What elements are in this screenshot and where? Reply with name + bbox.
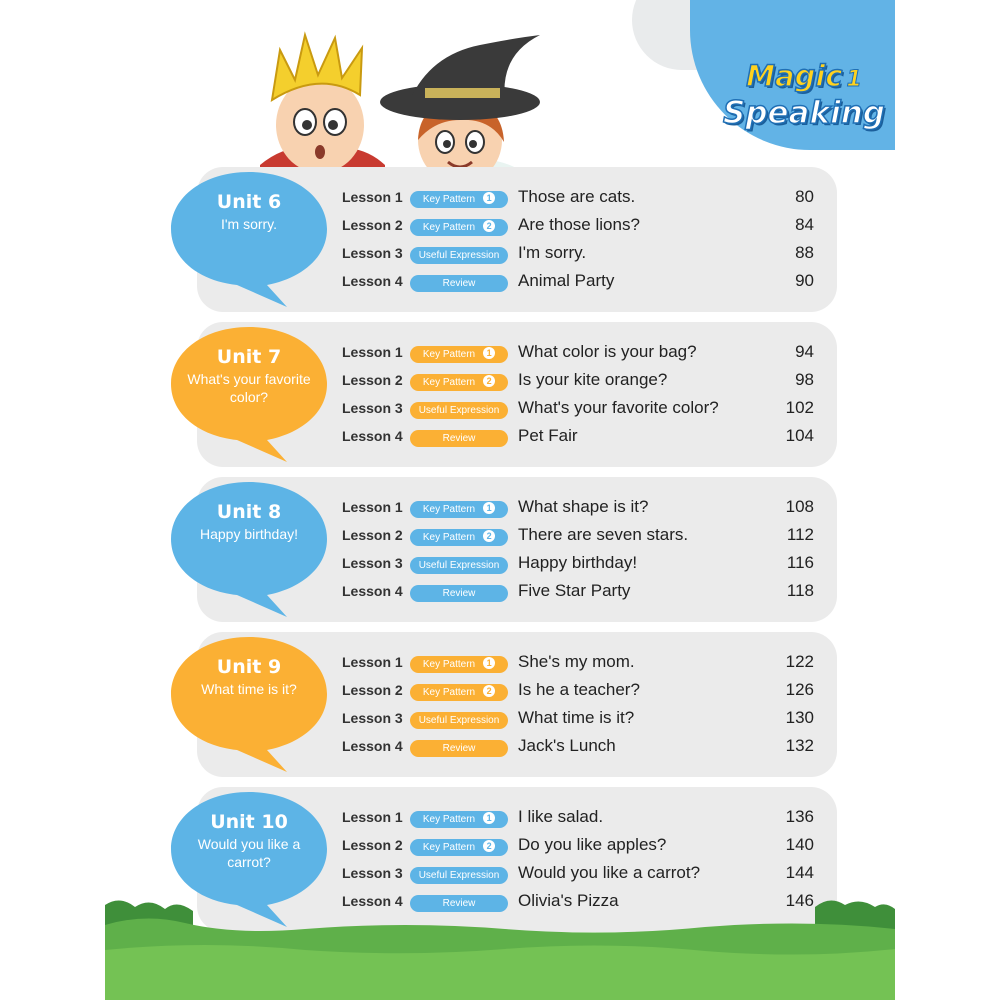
lesson-row[interactable] [342, 368, 822, 396]
page-number: 112 [786, 525, 814, 544]
tag-number: 1 [483, 657, 495, 669]
lesson-tag [410, 501, 508, 518]
lesson-row[interactable] [342, 551, 822, 579]
lesson-label: Lesson 1 [342, 499, 403, 515]
unit-subtitle: What's your favorite color? [187, 371, 311, 405]
lesson-title: There are seven stars. [518, 525, 689, 544]
lesson-label: Lesson 4 [342, 738, 403, 754]
page-number: 122 [785, 652, 814, 671]
lesson-label: Lesson 1 [342, 344, 403, 360]
lesson-title: What time is it? [518, 708, 635, 727]
speech-bubble-shape [169, 632, 329, 772]
lesson-label: Lesson 2 [342, 682, 403, 698]
lesson-title: She's my mom. [518, 652, 635, 671]
lesson-label: Lesson 3 [342, 245, 403, 261]
lesson-row[interactable] [342, 706, 822, 734]
page-number: 88 [795, 243, 814, 262]
tag-number: 2 [483, 375, 495, 387]
tag-label: Key Pattern [422, 504, 476, 515]
lesson-title: Pet Fair [518, 426, 578, 445]
lesson-title: Is he a teacher? [518, 680, 640, 699]
lesson-row[interactable] [342, 424, 822, 452]
lesson-label: Lesson 4 [342, 583, 403, 599]
tag-label: Useful Expression [418, 250, 500, 261]
lesson-row[interactable] [342, 185, 822, 213]
page-number: 108 [785, 497, 814, 516]
lesson-title: Do you like apples? [518, 835, 667, 854]
lesson-row[interactable] [342, 678, 822, 706]
tag-label: Key Pattern [422, 814, 476, 825]
lesson-label: Lesson 1 [342, 189, 403, 205]
logo-speaking: Speaking [723, 95, 885, 131]
lesson-label: Lesson 2 [342, 372, 403, 388]
lesson-label: Lesson 2 [342, 837, 403, 853]
unit-bubble [169, 167, 329, 307]
lesson-title: I like salad. [518, 807, 604, 826]
lesson-row[interactable] [342, 241, 822, 269]
page-number: 146 [785, 891, 814, 910]
lesson-title: I'm sorry. [518, 243, 587, 262]
tag-label: Key Pattern [422, 222, 476, 233]
unit-title: Unit 6 [216, 191, 282, 213]
unit-7-card [187, 322, 837, 467]
lesson-label: Lesson 4 [342, 273, 403, 289]
lesson-row[interactable] [342, 805, 822, 833]
tag-label: Key Pattern [422, 194, 476, 205]
lesson-label: Lesson 2 [342, 527, 403, 543]
page-number: 98 [795, 370, 814, 389]
lesson-tag [410, 374, 508, 391]
lesson-list [342, 495, 822, 607]
page-number: 136 [785, 807, 814, 826]
lesson-tag [410, 811, 508, 828]
unit-title: Unit 7 [216, 346, 282, 368]
lesson-list [342, 650, 822, 762]
lesson-tag [410, 740, 508, 757]
lesson-title: Is your kite orange? [518, 370, 668, 389]
contents-page [105, 0, 895, 1000]
page-number: 90 [795, 271, 814, 290]
unit-subtitle: Would you like a carrot? [197, 836, 301, 870]
logo-number: 1 [846, 67, 862, 92]
lesson-label: Lesson 3 [342, 555, 403, 571]
lesson-tag [410, 219, 508, 236]
lesson-title: What color is your bag? [518, 342, 697, 361]
page-number: 140 [785, 835, 814, 854]
tag-label: Key Pattern [422, 532, 476, 543]
lesson-label: Lesson 3 [342, 710, 403, 726]
page-number: 84 [795, 215, 814, 234]
lesson-row[interactable] [342, 396, 822, 424]
unit-subtitle: What time is it? [201, 681, 297, 697]
lesson-tag [410, 430, 508, 447]
lesson-title: What shape is it? [518, 497, 649, 516]
tag-label: Useful Expression [418, 715, 500, 726]
lesson-label: Lesson 3 [342, 865, 403, 881]
unit-6-card [197, 167, 837, 312]
lesson-list [342, 340, 822, 452]
lesson-tag [410, 346, 508, 363]
lesson-title: Animal Party [518, 271, 615, 290]
unit-subtitle: I'm sorry. [220, 216, 278, 232]
lesson-label: Lesson 3 [342, 400, 403, 416]
tag-label: Key Pattern [422, 687, 476, 698]
unit-bubble [169, 477, 329, 617]
tag-label: Key Pattern [422, 842, 476, 853]
lesson-label: Lesson 1 [342, 654, 403, 670]
tag-number: 2 [483, 530, 495, 542]
tag-label: Review [442, 743, 476, 754]
grass-decoration [105, 895, 895, 1000]
tag-number: 2 [483, 220, 495, 232]
lesson-title: Are those lions? [518, 215, 640, 234]
page-number: 102 [785, 398, 814, 417]
lesson-row[interactable] [342, 340, 822, 368]
lesson-row[interactable] [342, 650, 822, 678]
lesson-title: Those are cats. [518, 187, 636, 206]
unit-title: Unit 8 [216, 501, 282, 523]
lesson-tag [410, 712, 508, 729]
tag-label: Useful Expression [418, 870, 500, 881]
lesson-tag [410, 839, 508, 856]
lesson-title: What's your favorite color? [518, 398, 719, 417]
tag-label: Key Pattern [422, 377, 476, 388]
lesson-tag [410, 402, 508, 419]
lesson-title: Jack's Lunch [518, 736, 616, 755]
logo-magic: Magic [746, 59, 843, 93]
unit-bubble [169, 632, 329, 772]
tag-label: Review [442, 433, 476, 444]
lesson-row[interactable] [342, 213, 822, 241]
unit-bubble [169, 322, 329, 462]
lesson-tag [410, 557, 508, 574]
page-number: 130 [785, 708, 814, 727]
page-number: 144 [785, 863, 814, 882]
lesson-label: Lesson 4 [342, 893, 403, 909]
lesson-tag [410, 529, 508, 546]
tag-number: 1 [483, 812, 495, 824]
lesson-title: Five Star Party [518, 581, 631, 600]
lesson-label: Lesson 2 [342, 217, 403, 233]
speech-bubble-shape [169, 167, 329, 307]
lesson-label: Lesson 4 [342, 428, 403, 444]
lesson-tag [410, 247, 508, 264]
page-number: 126 [785, 680, 814, 699]
page-number: 104 [785, 426, 814, 445]
book-logo [719, 60, 889, 134]
speech-bubble-shape [169, 477, 329, 617]
tag-number: 2 [483, 685, 495, 697]
tag-number: 2 [483, 840, 495, 852]
lesson-row[interactable] [342, 523, 822, 551]
lesson-title: Happy birthday! [518, 553, 638, 572]
lesson-tag [410, 656, 508, 673]
lesson-tag [410, 275, 508, 292]
lesson-row[interactable] [342, 833, 822, 861]
lesson-row[interactable] [342, 269, 822, 297]
unit-title: Unit 10 [210, 811, 288, 833]
unit-9-card [197, 632, 837, 777]
lesson-row[interactable] [342, 861, 822, 889]
unit-subtitle: Happy birthday! [199, 526, 299, 542]
lesson-title: Would you like a carrot? [518, 863, 701, 882]
lesson-tag [410, 191, 508, 208]
tag-label: Key Pattern [422, 659, 476, 670]
lesson-title: Olivia's Pizza [518, 891, 619, 910]
page-number: 116 [786, 553, 814, 572]
page-number: 80 [795, 187, 814, 206]
lesson-row[interactable] [342, 495, 822, 523]
page-number: 132 [785, 736, 814, 755]
unit-8-card [197, 477, 837, 622]
page-number: 118 [786, 581, 814, 600]
page-number: 94 [795, 342, 814, 361]
tag-label: Review [442, 278, 476, 289]
tag-number: 1 [483, 192, 495, 204]
tag-label: Review [442, 588, 476, 599]
tag-label: Key Pattern [422, 349, 476, 360]
lesson-tag [410, 684, 508, 701]
tag-label: Useful Expression [418, 560, 500, 571]
lesson-label: Lesson 1 [342, 809, 403, 825]
tag-number: 1 [483, 502, 495, 514]
lesson-list [342, 185, 822, 297]
lesson-row[interactable] [342, 579, 822, 607]
lesson-tag [410, 585, 508, 602]
unit-title: Unit 9 [216, 656, 282, 678]
tag-number: 1 [483, 347, 495, 359]
tag-label: Useful Expression [418, 405, 500, 416]
lesson-tag [410, 867, 508, 884]
tag-label: Review [442, 898, 476, 909]
lesson-row[interactable] [342, 734, 822, 762]
